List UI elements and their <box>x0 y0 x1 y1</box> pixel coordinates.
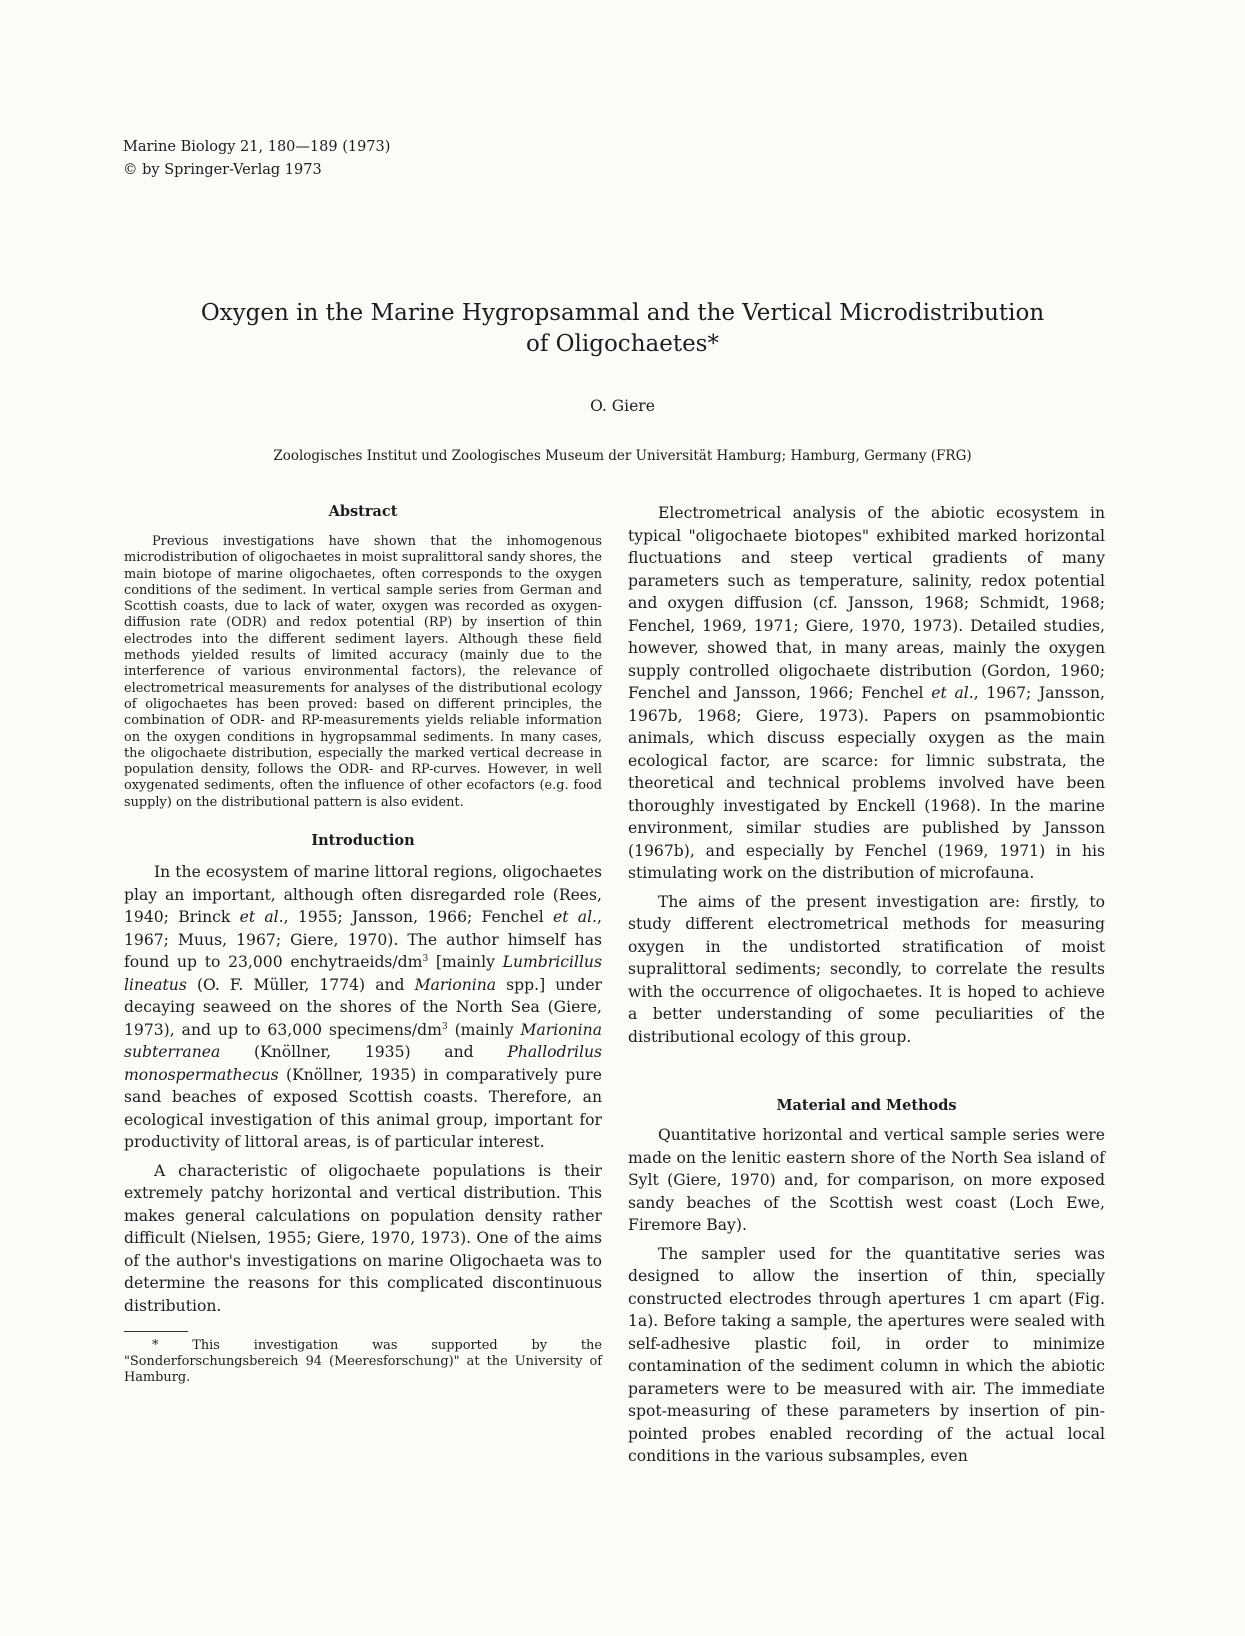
left-column <box>124 502 602 1386</box>
author-name: O. Giere <box>590 397 655 415</box>
superscript-3: 3 <box>422 953 429 964</box>
methods-paragraph-2: The sampler used for the quantitative series was designed to allow the insertion of thin, specially constructed electrodes through apertures 1 cm apart (Fig. 1a). Before taking a sample, the apertures were sealed with self-adhesive plastic foil, in order to minimize contamination of the sediment column in which the abiotic parameters were to be measured with air. The immediate spot-measuring of these parameters by insertion of pin-pointed probes enabled recording of the actual local conditions in the various subsamples, even <box>628 1244 1105 1465</box>
italic-et-al: et al. <box>553 908 598 927</box>
footnote <box>124 1331 602 1386</box>
copyright-notice: © by Springer-Verlag 1973 <box>123 162 322 178</box>
article-title-line-2: of Oligochaetes* <box>526 331 719 357</box>
introduction-paragraph-2: A characteristic of oligochaete populations is their extremely patchy horizontal and vertical distribution. This makes general calculations on population density rather difficult (Nielsen, 1955; Giere, 1970, 1973). One of the aims of the author's investigations on marine Oligochaeta was to determine the reasons for this complicated discontinuous distribution. <box>124 1161 602 1315</box>
introduction-paragraph-1: In the ecosystem of marine littoral regions, oligochaetes play an important, although often disregarded role (Rees, 1940; Brinck et al., 1955; Jansson, 1966; Fenchel et al., 1967; Muus, 1967; Giere, 1970). The author himself has found up to 23,000 enchytraeids/$dm^3$ [mainly Lumbricillus lineatus (O. F. Müller, 1774) and Marionina spp.] under decaying seaweed on the shores of the North Sea (Giere, 1973), and up to 63,000 specimens/$dm^3$ (mainly Marionina subterranea (Knöllner, 1935) and Phallodrilus monospermathecus (Knöllner, 1935) in comparatively pure sand beaches of exposed Scottish coasts. Therefore, an ecological investigation of this animal group, important for productivity of littoral areas, is of particular interest. <box>124 863 602 1152</box>
italic-et-al: et al. <box>239 908 284 927</box>
right-column <box>628 502 1105 1468</box>
species-name: Marionina <box>414 975 497 994</box>
footnote-divider <box>124 1331 188 1332</box>
species-name: Lumbricillus lineatus <box>124 953 602 994</box>
article-title-line-1: Oxygen in the Marine Hygropsammal and the Vertical Microdistribution <box>200 300 1045 326</box>
footnote-text: * This investigation was supported by the "Sonderforschungsbereich 94 (Meeresforschung)" at the University of Hamburg. <box>124 1338 602 1386</box>
superscript-3: 3 <box>441 1021 448 1032</box>
right-paragraph-2: The aims of the present investigation are: firstly, to study different electrometrical methods for measuring oxygen in the undistorted stratification of moist supralittoral sediments; secondly, to correlate the results with the occurrence of oligochaetes. It is hoped to achieve a better understanding of some peculiarities of the distributional ecology of this group. <box>628 892 1105 1046</box>
species-name: Marionina subterranea <box>124 1020 602 1062</box>
species-name: Phallodrilus monospermathecus <box>124 1043 602 1084</box>
article-title <box>0 298 1245 360</box>
introduction-heading: Introduction <box>311 832 415 850</box>
methods-paragraph-1: Quantitative horizontal and vertical sample series were made on the lenitic eastern shore of the North Sea island of Sylt (Giere, 1970) and, for comparison, on more exposed sandy beaches of the Scottish west coast (Loch Ewe, Firemore Bay). <box>628 1126 1105 1234</box>
methods-section <box>628 1096 1105 1468</box>
italic-et-al: et al. <box>931 684 974 702</box>
right-paragraph-1: Electrometrical analysis of the abiotic ecosystem in typical "oligochaete biotopes" exhibited marked horizontal fluctuations and steep vertical gradients of many parameters such as temperature, salinity, redox potential and oxygen diffusion (cf. Jansson, 1968; Schmidt, 1968; Fenchel, 1969, 1971; Giere, 1970, 1973). Detailed studies, however, showed that, in many areas, mainly the oxygen supply controlled oligochaete distribution (Gordon, 1960; Fenchel and Jansson, 1966; Fenchel et al., 1967; Jansson, 1967b, 1968; Giere, 1973). Papers on psammobiontic animals, which discuss especially oxygen as the main ecological factor, are scarce: for limnic substrata, the theoretical and technical problems involved have been thoroughly investigated by Enckell (1968). In the marine environment, similar studies are published by Jansson (1967b), and especially by Fenchel (1969, 1971) in his stimulating work on the distribution of microfauna. <box>628 504 1105 882</box>
author-affiliation: Zoologisches Institut und Zoologisches Museum der Universität Hamburg; Hamburg, Germany (FRG) <box>273 448 972 464</box>
journal-citation: Marine Biology 21, 180—189 (1973) <box>123 139 391 155</box>
introduction-section <box>124 831 602 1317</box>
journal-header <box>123 136 390 182</box>
abstract-heading: Abstract <box>328 503 398 520</box>
methods-heading: Material and Methods <box>776 1097 957 1114</box>
abstract-section <box>124 502 602 811</box>
abstract-text: Previous investigations have shown that the inhomogenous microdistribution of oligochaetes in moist supralittoral sandy shores, the main biotope of marine oligochaetes, often corresponds to the oxygen conditions of the sediment. In vertical sample series from German and Scottish coasts, due to lack of water, oxygen was recorded as oxygen-diffusion rate (ODR) and redox potential (RP) by insertion of thin electrodes into the different sediment layers. Although these field methods yielded results of limited accuracy (mainly due to the interference of various environmental factors), the relevance of electrometrical measurements for analyses of the distributional ecology of oligochaetes has been proved: based on different principles, the combination of ODR- and RP-measurements yields reliable information on the oxygen conditions in hygropsammal sediments. In many cases, the oligochaete distribution, especially the marked vertical decrease in population density, follows the ODR- and RP-curves. However, in well oxygenated sediments, often the influence of other ecofactors (e.g. food supply) on the distributional pattern is also evident. <box>124 534 602 810</box>
